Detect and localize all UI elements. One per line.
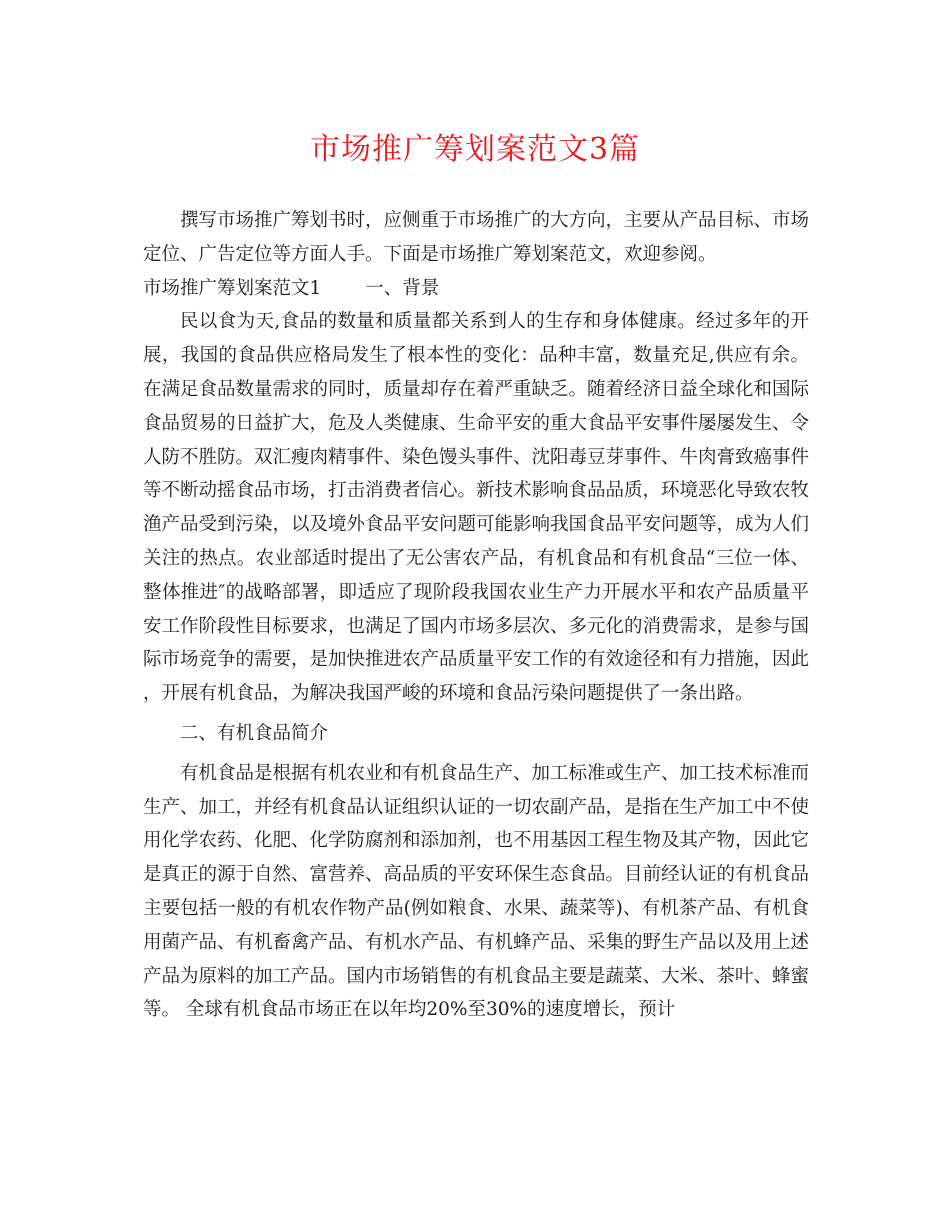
section2-paragraph: 有机食品是根据有机农业和有机食品生产、加工标准或生产、加工技术标准而生产、加工，并经有机食品认证组织认证的一切农副产品，是指在生产加工中不使用化学农药、化肥、化学防腐剂和添加剂，也不用基因工程生物及其产物，因此它是真正的源于自然、富营养、高品质的平安环保生态食品。目前经认证的有机食品主要包括一般的有机农作物产品(例如粮食、水果、蔬菜等)、有机茶产品、有机食用菌产品、有机畜禽产品、有机水产品、有机蜂产品、采集的野生产品以及用上述产品为原料的加工产品。国内市场销售的有机食品主要是蔬菜、大米、茶叶、蜂蜜等。 全球有机食品市场正在以年均20%至30%的速度增长，预计 — [143, 762, 810, 1021]
section2-heading: 二、有机食品简介 — [180, 722, 329, 744]
intro-paragraph: 撰写市场推广筹划书时，应侧重于市场推广的大方向，主要从产品目标、市场定位、广告定位等方面人手。下面是市场推广筹划案范文，欢迎参阅。 — [143, 210, 810, 265]
article-heading-line — [143, 272, 809, 306]
document-title: 市场推广筹划案范文3篇 — [309, 132, 641, 167]
section1-paragraph: 民以食为天,食品的数量和质量都关系到人的生存和身体健康。经过多年的开展，我国的食品供应格局发生了根本性的变化：品种丰富，数量充足,供应有余。在满足食品数量需求的同时，质量却存在着严重缺乏。随着经济日益全球化和国际食品贸易的日益扩大，危及人类健康、生命平安的重大食品平安事件屡屡发生、令人防不胜防。双汇瘦肉精事件、染色馒头事件、沈阳毒豆芽事件、牛肉膏致癌事件等不断动摇食品市场，打击消费者信心。新技术影响食品品质，环境恶化导致农牧渔产品受到污染，以及境外食品平安问题可能影响我国食品平安问题等，成为人们关注的热点。农业部适时提出了无公害农产品，有机食品和有机食品“三位一体、整体推进″的战略部署，即适应了现阶段我国农业生产力开展水平和农产品质量平安工作阶段性目标要求，也满足了国内市场多层次、多元化的消费需求，是参与国际市场竞争的需要，是加快推进农产品质量平安工作的有效途径和有力措施，因此，开展有机食品，为解决我国严峻的环境和食品污染问题提供了一条出路。 — [143, 311, 810, 705]
article-label: 市场推广筹划案范文1 — [143, 277, 322, 299]
section1-heading: 一、背景 — [365, 277, 440, 299]
document-body — [143, 204, 809, 1027]
